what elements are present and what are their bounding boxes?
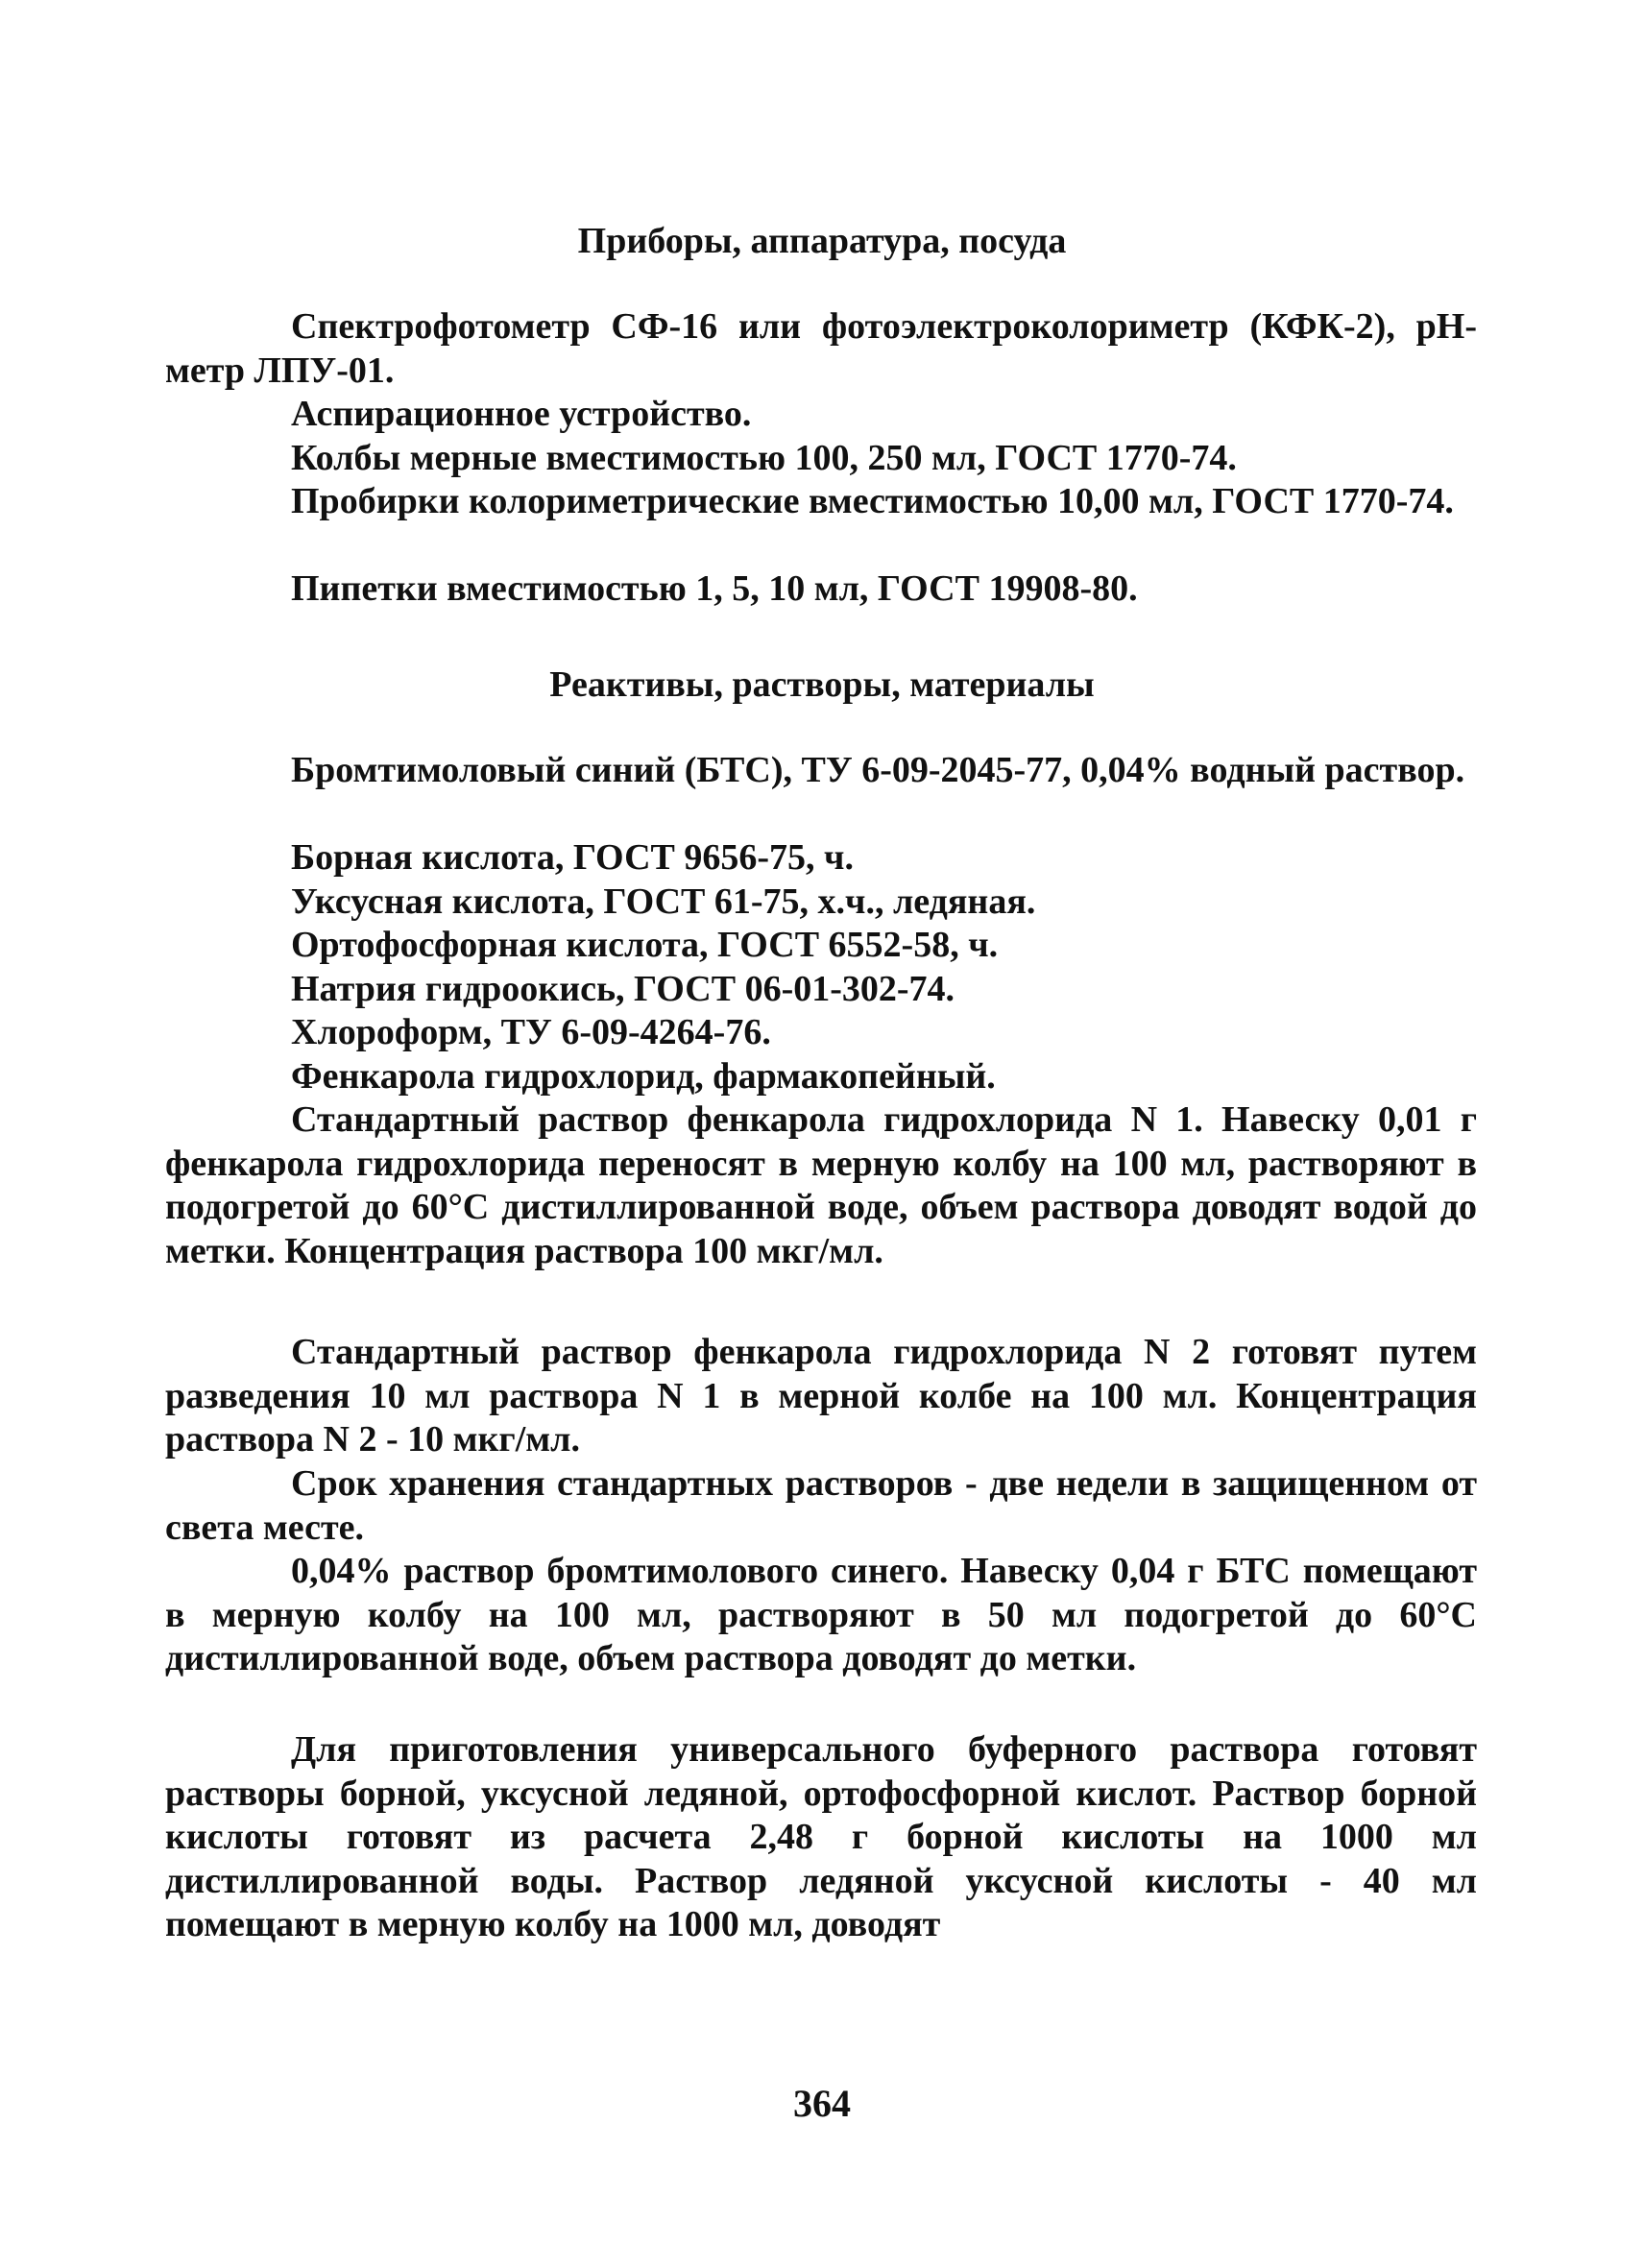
paragraph-buffer-solution: Для приготовления универсального буферного раствора готовят растворы борной, уксусной ледяной, ортофосфорной кислот. Раствор борной кислоты готовят из расчета 2,48 г борной кислоты на 1000 мл дистиллированной воды. Раствор ледяной уксусной кислоты - 40 мл помещают в мерную колбу на 1000 мл, доводят [165,1729,1477,1944]
paragraph-sodium-hydroxide: Натрия гидроокись, ГОСТ 06-01-302-74. [291,969,955,1009]
paragraph-acetic-acid: Уксусная кислота, ГОСТ 61-75, х.ч., ледяная. [291,881,1036,922]
paragraph-standard-solution-2: Стандартный раствор фенкарола гидрохлорида N 2 готовят путем разведения 10 мл раствора N 1 в мерной колбе на 100 мл. Концентрация раствора N 2 - 10 мкг/мл. [165,1332,1477,1460]
paragraph-phosphoric-acid: Ортофосфорная кислота, ГОСТ 6552-58, ч. [291,925,999,965]
paragraph-aspiration: Аспирационное устройство. [291,394,752,434]
paragraph-pipettes: Пипетки вместимостью 1, 5, 10 мл, ГОСТ 19908-80. [291,568,1138,609]
section-title-instruments: Приборы, аппаратура, посуда [577,221,1067,261]
paragraph-bromothymol-blue: Бромтимоловый синий (БТС), ТУ 6-09-2045-77, 0,04% водный раствор. [291,750,1465,790]
paragraph-fencarol: Фенкарола гидрохлорид, фармакопейный. [291,1056,996,1097]
paragraph-chloroform: Хлороформ, ТУ 6-09-4264-76. [291,1012,771,1052]
paragraph-flasks: Колбы мерные вместимостью 100, 250 мл, ГОСТ 1770-74. [291,438,1237,478]
paragraph-spectrophotometer: Спектрофотометр СФ-16 или фотоэлектроколориметр (КФК-2), рН-метр ЛПУ-01. [165,306,1477,391]
paragraph-standard-solution-1: Стандартный раствор фенкарола гидрохлорида N 1. Навеску 0,01 г фенкарола гидрохлорида переносят в мерную колбу на 100 мл, растворяют в подогретой до 60°С дистиллированной воде, объем раствора доводят водой до метки. Концентрация раствора 100 мкг/мл. [165,1099,1477,1271]
paragraph-boric-acid: Борная кислота, ГОСТ 9656-75, ч. [291,837,854,878]
paragraph-btb-solution: 0,04% раствор бромтимолового синего. Навеску 0,04 г БТС помещают в мерную колбу на 100 мл, растворяют в 50 мл подогретой до 60°С дистиллированной воде, объем раствора доводят до метки. [165,1551,1477,1678]
section-title-reagents: Реактивы, растворы, материалы [549,664,1095,705]
paragraph-storage-time: Срок хранения стандартных растворов - две недели в защищенном от света месте. [165,1463,1477,1548]
page-number: 364 [793,2082,851,2125]
paragraph-test-tubes: Пробирки колориметрические вместимостью 10,00 мл, ГОСТ 1770-74. [291,481,1454,521]
